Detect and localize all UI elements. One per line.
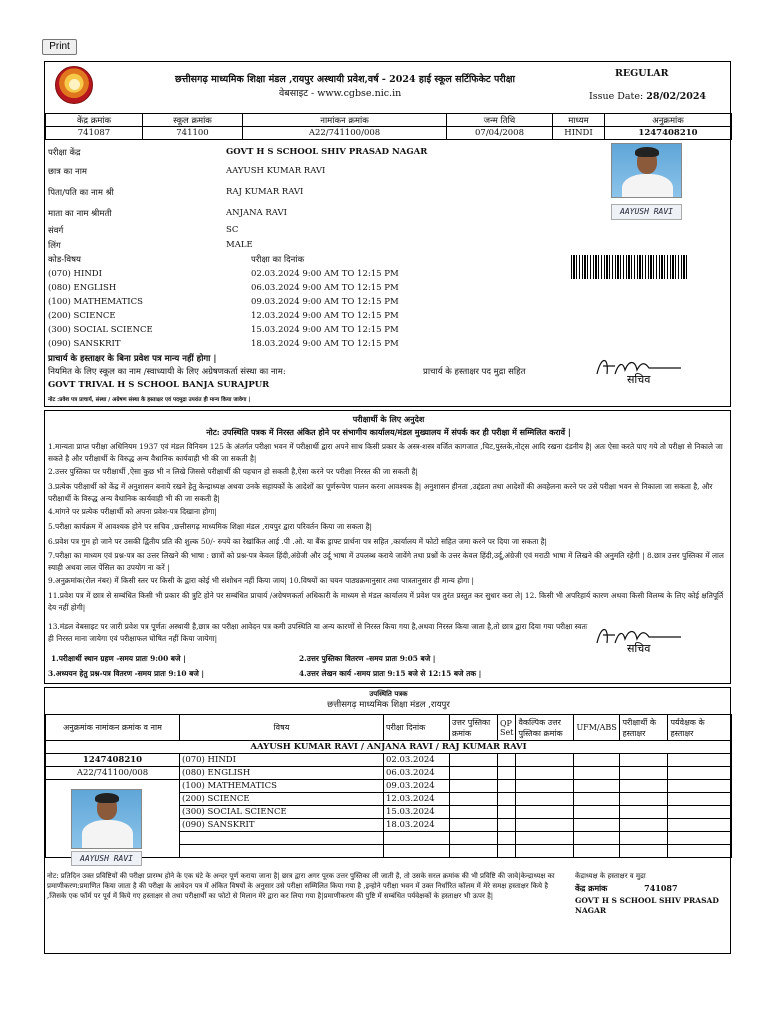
header-enrolment-no: नामांकन क्रमांक (243, 114, 447, 127)
instruction-item: 9.अनुक्रमांक(रोल नंबर) में किसी स्तर पर किसी के द्वारा कोई भी संशोधन नहीं किया जाय| 10.विषयों का चयन पाठ्यक्रमानुसार तथा पात्रतानुसार ही मान्य होगा | (48, 576, 474, 585)
timing-item: 1.परीक्षार्थी स्थान ग्रहण -समय प्रातः 9:00 बजे | (51, 654, 186, 663)
subject-name: (100) MATHEMATICS (48, 297, 143, 307)
subject-name: (070) HINDI (48, 269, 102, 279)
att-subject: (300) SOCIAL SCIENCE (180, 806, 384, 819)
header-roll-no: अनुक्रमांक (605, 114, 732, 127)
subject-name: (300) SOCIAL SCIENCE (48, 325, 153, 335)
att-date: 09.03.2024 (384, 780, 450, 793)
att-roll-no: 1247408210 (46, 754, 180, 767)
col-header: UFM/ABS (574, 715, 620, 741)
attendance-note: नोट: प्रतिदिन उक्त प्रविष्टियों की परीक्षा प्रारम्भ होने के एक घंटे के अन्दर पूर्ण कराया जाना है| छात्र द्वारा अगर पूरक उत्तर पुस्तिका ली जाती है, तो उसके सरल क्रमांक की भी प्रविष्टि की जावे|केन्द्राध्यक्ष का प्रमाणीकरण:प्रमाणित किया जाता है की परीक्षा के आवेदन पत्र में अंकित विषयों के अनुसार उसे परीक्षा सम्मिलित किया गया है ,इन्होने परीक्षा भवन में उक्त निर्धारित कॉलम में मेरे समक्ष हस्ताक्षर किये है ,जिसके एक फॉर्म पर पूर्व में किये गए हस्ताक्षर से तथा परीक्षार्थी का फोटो से मिलान मेरे द्वारा कर लिया गया है|प्रमाणीकरण की पुष्टि में सम्बंधित पर्यवेक्षकों के हस्ताक्षर भी ऊपर है| (47, 872, 555, 900)
issue-date: Issue Date: 28/02/2024 (589, 91, 707, 102)
centre-value: GOVT H S SCHOOL SHIV PRASAD NAGAR (226, 147, 428, 157)
header-dob: जन्म तिथि (447, 114, 553, 127)
school-label: नियमित के लिए स्कूल का नाम /स्वाध्यायी के लिए अग्रेषणकर्ता संस्था का नाम: (48, 367, 286, 377)
father-value: RAJ KUMAR RAVI (226, 187, 304, 197)
col-header: परीक्षार्थी के हस्ताक्षर (620, 715, 668, 741)
subject-time: 15.03.2024 9:00 AM TO 12:15 PM (251, 325, 399, 335)
attendance-title: उपस्थिति पत्रक (369, 689, 408, 698)
col-header: उत्तर पुस्तिका क्रमांक (450, 715, 498, 741)
gender-value: MALE (226, 240, 253, 250)
att-date: 12.03.2024 (384, 793, 450, 806)
instruction-item: 3.प्रत्येक परीक्षार्थी को केंद्र में अनुशासन बनाये रखने हेतु केन्द्राध्यक्ष अथवा उनके सहायकों के आदेशों का पूर्णरूपेण पालन करना आवश्यक है| अनुशासन हीनता ,उद्दंडता तथा आदेशों की अवहेलना करने पर उसे परीक्षा भवन से निकाला जा सकता है, और परीक्षार्थी के विरुद्ध अन्य वैधानिक कार्यवाही भी की जा सकती है| (48, 482, 713, 503)
candidate-signature: AAYUSH RAVI (611, 204, 682, 220)
att-date: 18.03.2024 (384, 819, 450, 832)
subject-time: 02.03.2024 9:00 AM TO 12:15 PM (251, 269, 399, 279)
centre-no-row: केंद्र क्रमांक 741087 (575, 883, 678, 893)
candidate-names: AAYUSH KUMAR RAVI / ANJANA RAVI / RAJ KUMAR RAVI (46, 741, 732, 754)
board-logo-icon (55, 66, 93, 104)
subject-code-label: कोड-विषय (48, 255, 81, 265)
dob: 07/04/2008 (447, 127, 553, 140)
subject-time: 18.03.2024 9:00 AM TO 12:15 PM (251, 339, 399, 349)
subject-name: (200) SCIENCE (48, 311, 116, 321)
instructions-box (44, 410, 731, 684)
summary-table (45, 113, 732, 140)
instructions-note: नोट: उपस्थिति पत्रक में निरस्त अंकित होने पर संभागीय कार्यालय/मंडल मुख्यालय में संपर्क कर ही परीक्षा में सम्मिलित करावें | (206, 427, 571, 437)
att-date: 02.03.2024 (384, 754, 450, 767)
att-subject: (080) ENGLISH (180, 767, 384, 780)
enrolment-no: A22/741100/008 (243, 127, 447, 140)
instruction-item: 11.प्रवेश पत्र में छात्र से सम्बंधित किसी भी प्रकार की त्रुटि होने पर सम्बंधित प्राचार्य /अग्रेषणकर्ता अधिकारी के माध्यम से मंडल कार्यालय में प्रवेश पत्र तुरंत प्रस्तुत कर सुधार करा ले| 12. किसी भी अपरिहार्य कारण अथवा किसी विलम्ब के लिए कोई क्षतिपूर्ति देय नहीं होगी| (48, 591, 724, 612)
father-label: पिता/पति का नाम श्री (48, 188, 114, 198)
svg-text:सचिव: सचिव (627, 642, 651, 655)
svg-text:सचिव: सचिव (627, 373, 651, 386)
header-school-no: स्कूल क्रमांक (143, 114, 243, 127)
attendance-signature: AAYUSH RAVI (71, 851, 142, 866)
att-enrolment: A22/741100/008 (46, 767, 180, 780)
header-centre-no: केंद्र क्रमांक (46, 114, 143, 127)
att-subject: (070) HINDI (180, 754, 384, 767)
mother-value: ANJANA RAVI (226, 208, 288, 218)
instructions-title: परीक्षार्थी के लिए अनुदेश (352, 414, 425, 424)
instruction-item: 6.प्रवेश पत्र गुम हो जाने पर उसकी द्वितीय प्रति की शुल्क 50/- रुपये का रेखांकित आई .पी .ओ. या बैंक ड्राफ्ट प्रार्थना पत्र सहित ,कार्यालय में फोटो सहित जमा करने पर दिया जा सकता है| (48, 537, 548, 546)
centre-head-label: केंद्राध्यक्ष के हस्ताक्षर व मुद्रा (575, 872, 646, 880)
subject-name: (090) SANSKRIT (48, 339, 121, 349)
timing-item: 4.उत्तर लेखन कार्य -समय प्रातः 9:15 बजे से 12:15 बजे तक | (299, 669, 482, 678)
candidate-photo (611, 143, 682, 198)
exam-title: छत्तीसगढ़ माध्यमिक शिक्षा मंडल ,रायपुर अस्थायी प्रवेश,वर्ष - 2024 हाई स्कूल सर्टिफिकेट परीक्षा (174, 74, 516, 85)
instruction-item: 1.मान्यता प्राप्त परीक्षा अधिनियम 1937 एवं मंडल विनियम 125 के अंतर्गत परीक्षा भवन में परीक्षार्थी द्वारा अपने साथ किसी प्रकार के अस्त्र-शस्त्र वर्जित कागजात ,चिट,पुस्तके,नोट्स आदि रखना दंडनीय है| अतः ऐसा करते पाए गये तो परीक्षा से निकाले जा सकते है और परीक्षार्थी के विरुद्ध अन्य वैधानिक कार्यवाही भी की जा सकती है| (48, 442, 723, 463)
roll-no: 1247408210 (605, 127, 732, 140)
secretary-signature (593, 621, 685, 655)
school-no: 741100 (143, 127, 243, 140)
header-medium: माध्यम (553, 114, 605, 127)
timing-item: 3.अध्ययन हेतु प्रश्न-पत्र वितरण -समय प्रातः 9:10 बजे | (48, 669, 205, 678)
gender-label: लिंग (48, 241, 61, 251)
centre-no: 741087 (46, 127, 143, 140)
att-subject: (090) SANSKRIT (180, 819, 384, 832)
att-date: 15.03.2024 (384, 806, 450, 819)
barcode (571, 255, 687, 279)
att-subject: (200) SCIENCE (180, 793, 384, 806)
school-name: GOVT TRIVAL H S SCHOOL BANJA SURAJPUR (48, 380, 270, 390)
centre-label: परीक्षा केंद्र (48, 148, 81, 158)
subject-name: (080) ENGLISH (48, 283, 117, 293)
col-header: विषय (180, 715, 384, 741)
attendance-table (45, 714, 732, 858)
principal-sign-label: प्राचार्य के हस्ताक्षर पद मुद्रा सहित (423, 367, 526, 377)
col-header: QP Set (498, 715, 516, 741)
website: वेबसाइट - www.cgbse.nic.in (279, 88, 402, 99)
name-value: AAYUSH KUMAR RAVI (226, 166, 326, 176)
instruction-item: 13.मंडल वेबसाइट पर जारी प्रवेश पत्र पूर्णतः अस्थायी है,छात्र का परीक्षा आवेदन पत्र कमी उपस्थिति या अन्य कारणों से निरस्त किया गया है,अथवा निरस्त किया जाता है,तो छात्र द्वारा दिया गया परीक्षा स्वतः ही निरस्त माना जायेगा एवं परीक्षाफल घोषित नहीं किया जायेगा| (48, 622, 588, 643)
name-label: छात्र का नाम (48, 167, 87, 177)
candidate-type: REGULAR (615, 68, 669, 79)
centre-name: GOVT H S SCHOOL SHIV PRASAD NAGAR (575, 896, 719, 915)
att-subject: (100) MATHEMATICS (180, 780, 384, 793)
col-header: पर्यवेक्षक के हस्ताक्षर (668, 715, 732, 741)
centre-head-block (575, 871, 725, 916)
col-header: अनुक्रमांक नामांकन क्रमांक व नाम (46, 715, 180, 741)
attendance-board: छत्तीसगढ़ माध्यमिक शिक्षा मंडल ,रायपुर (327, 700, 450, 710)
instruction-item: 7.परीक्षा का माध्यम एवं प्रश्न-पत्र का उत्तर लिखने की भाषा : छात्रों को प्रश्न-पत्र केवल हिंदी,अंग्रेजी और उर्दू भाषा में उपलब्ध कराये जावेंगे तथा प्रश्नों के उत्तर केवल हिंदी,उर्दू,अंग्रेजी एवं मराठी भाषा में लिखने की अनुमति रहेगी | 8.छात्र उत्तर पुस्तिका में लाल स्याही अथवा लाल पेंसिल का उपयोग ना करें | (48, 551, 724, 572)
mother-label: माता का नाम श्रीमती (48, 209, 112, 219)
subject-time: 09.03.2024 9:00 AM TO 12:15 PM (251, 297, 399, 307)
att-date: 06.03.2024 (384, 767, 450, 780)
instruction-item: 4.मांगने पर प्रत्येक परीक्षार्थी को अपना प्रवेश-पत्र दिखाना होगा| (48, 507, 217, 516)
col-header: वैकल्पिक उत्तर पुस्तिका क्रमांक (516, 715, 574, 741)
instruction-item: 5.परीक्षा कार्यक्रम में आवश्यक होने पर सचिव ,छत्तीसगढ़ माध्यमिक शिक्षा मंडल ,रायपुर द्वारा परिवर्तन किया जा सकता है| (48, 522, 373, 531)
category-label: संवर्ग (48, 226, 64, 236)
attendance-sheet (44, 687, 731, 954)
subject-time: 12.03.2024 9:00 AM TO 12:15 PM (251, 311, 399, 321)
exam-date-label: परीक्षा का दिनांक (251, 255, 305, 265)
attendance-photo (71, 789, 142, 849)
invalid-note: प्राचार्य के हस्ताक्षर के बिना प्रवेश पत्र मान्य नहीं होगा | (48, 354, 217, 364)
validity-note: नोट :प्रवेश पत्र प्राचार्य, संस्था / अग्रेषण संस्था के हस्ताक्षर एवं पदमुद्रा उपरांत ही मान्य किया जावेगा | (48, 397, 251, 403)
col-header: परीक्षा दिनांक (384, 715, 450, 741)
secretary-signature (593, 352, 685, 386)
category-value: SC (226, 225, 239, 235)
print-button[interactable]: Print (42, 39, 77, 55)
timing-item: 2.उत्तर पुस्तिका वितरण -समय प्रातः 9:05 बजे | (299, 654, 436, 663)
medium: HINDI (553, 127, 605, 140)
instruction-item: 2.उत्तर पुस्तिका पर परीक्षार्थी ,ऐसा कुछ भी न लिखे जिससे परीक्षार्थी की पहचान हो सकती है,ऐसा करने पर परीक्षा निरस्त की जा सकती है| (48, 467, 419, 476)
admit-card (44, 61, 731, 407)
subject-time: 06.03.2024 9:00 AM TO 12:15 PM (251, 283, 399, 293)
